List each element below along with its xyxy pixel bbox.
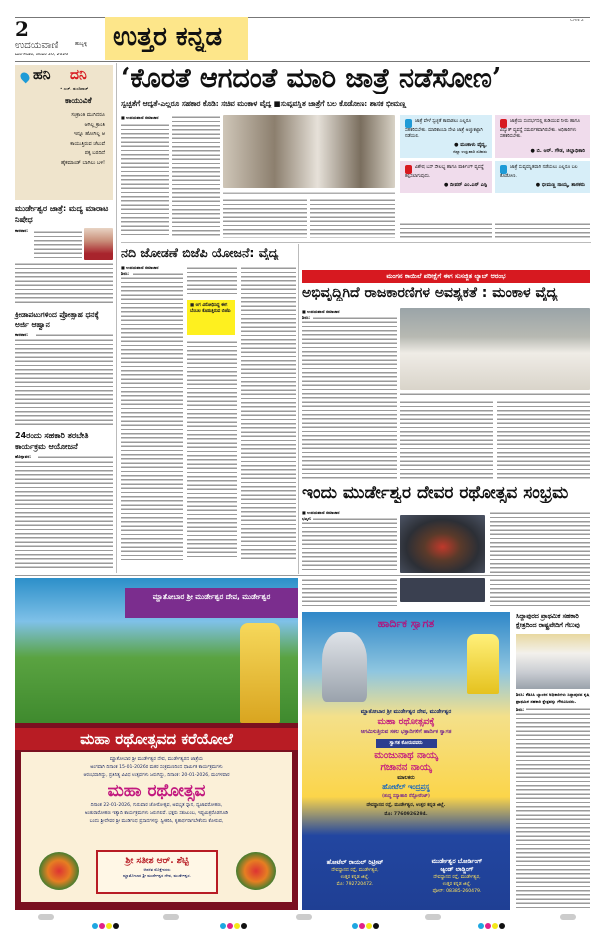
chariot-image <box>240 623 280 723</box>
quote-box <box>400 115 492 158</box>
ad-line: ಆರಂಭವಾಗಿದ್ದು, ಪ್ರತಿನಿತ್ಯ ವಿವಿಧ ಉತ್ಸವಗಳು ಜರುಗಿದ್ದು, ದಿನಾಂಕ: 20-01-2026, ಮಂಗಳವಾರ <box>83 773 230 778</box>
ad-line: ಬಂದು ಶ್ರೀದೇವರ ಶ್ರೀ ಮುಡಿಗಂಧ ಪ್ರಸಾದಗಳನ್ನು ಸ್ವೀಕರಿಸಿ, ಕೃತಾರ್ಥರಾಗಬೇಕೆಂದು ಕೋರುವ, <box>89 819 224 824</box>
hotel-name: ಹೋಟೆಲ್ ಇಂದ್ರಪ್ರಸ್ಥ <box>382 783 430 791</box>
hotel-royal-retreat <box>304 858 406 888</box>
quote-author: ● ಭೀಮಣ್ಣ ನಾಯ್ಕ, ಶಾಸಕರು <box>535 182 585 189</box>
story-headline: ಮುರ್ಡೇಶ್ವರ ಜಾತ್ರೆ: ಮದ್ಯ ಮಾರಾಟ ನಿಷೇಧ <box>15 204 109 224</box>
ad-tag: ಸ್ವಾಗತ ಕೋರುವವರು <box>376 739 437 748</box>
deity-photo-continued <box>400 578 485 602</box>
ad-line: ಮಹಾ ರಥೋತ್ಸವಕ್ಕೆ <box>377 717 435 727</box>
story-text <box>15 460 113 570</box>
phone: ಮೊ: 792720472. <box>336 882 374 887</box>
address: ಉತ್ತರ ಕನ್ನಡ ಜಿಲ್ಲೆ. <box>340 875 370 880</box>
lead-text <box>223 198 307 238</box>
dateline: ಭಟ್ಕಳ: <box>302 517 312 521</box>
quote-text: ಜಾತ್ರೆ ಸುವ್ಯವಸ್ಥಿತವಾಗಿ ನಡೆಯಲು ಎಲ್ಲರೂ ಬಲ ಕೊಡೋಣ. <box>500 165 578 180</box>
byline: ■ ಉದಯವಾಣಿ ಸಮಾಚಾರ <box>302 511 340 515</box>
story-text <box>400 400 493 480</box>
story-text <box>15 262 113 305</box>
story-text <box>121 276 183 560</box>
story-text <box>490 511 590 573</box>
header-rule <box>15 61 590 62</box>
poem-line: ಹೈಕಮಾಂಡ್ ಬಾಗಿಲು ಬಳಿ! <box>60 159 105 166</box>
page-number: 2 <box>15 18 29 40</box>
story-headline: ಸಿದ್ದಾಪುರದ ಪ್ರಾಥಮಿಕ ಸಹಕಾರಿ ಕ್ಷೇತ್ರದಿಂದ ರಾಷ್ಟ್ರವೇದಿಗೆ ಗೆಲುವು <box>516 613 580 629</box>
lead-headline: ‘ಕೊರತೆ ಆಗದಂತೆ ಮಾರಿ ಜಾತ್ರೆ ನಡೆಸೋಣ’ <box>121 64 502 94</box>
lead-text <box>172 115 220 238</box>
column-divider <box>116 63 117 573</box>
lead-text <box>310 198 395 238</box>
story-text <box>302 320 397 480</box>
address: ದೇವಸ್ಥಾನದ ರಸ್ತೆ, ಮುರ್ಡೇಶ್ವರ, ಉತ್ತರ ಕನ್ನಡ ಜಿಲ್ಲೆ. <box>366 803 446 808</box>
story-headline: ಕ್ರೀಡಾಪಟುಗಳಿಂದ ಪ್ರೋತ್ಸಾಹ ಧನಕ್ಕೆ ಅರ್ಜಿ ಆಹ್ವಾನ <box>15 310 99 329</box>
ad-line: ಮ್ಹಾತೋಬಾರ ಶ್ರೀ ಮುರ್ಡೇಶ್ವರ ದೇವ, ಮುರ್ಡೇಶ್ವರ <box>360 709 452 715</box>
story-text <box>187 340 237 560</box>
quote-box <box>495 161 590 193</box>
byline: ■ ಉದಯವಾಣಿ ಸಮಾಚಾರ <box>121 116 159 120</box>
right-story <box>516 612 590 910</box>
thumbs-up-icon <box>405 119 412 128</box>
shiva-statue-image <box>322 632 367 702</box>
photo-caption <box>400 392 590 397</box>
quote-box <box>495 115 590 158</box>
column-divider <box>298 244 299 574</box>
signatory-role: ಆಡಳಿತ ಮೊಕ್ತೇಸರರು <box>143 867 171 872</box>
dateline: ಹೊನ್ನಾವರ: <box>15 455 31 459</box>
chariot-image <box>467 634 499 694</box>
hotel-name: ಹೋಟೆಲ್ ರಾಯಲ್ ರಿಟ್ರೀಟ್ <box>326 859 384 866</box>
ad-main-event: ಮಹಾ ರಥೋತ್ಸವ <box>107 781 206 801</box>
quote-text: ವಿಶೇಷ ಬಸ್ ಸೌಲಭ್ಯ ಹಾಗೂ ಪಾರ್ಕಿಂಗ್ ವ್ಯವಸ್ಥೆ ಕಲ್ಪಿಸಲಾಗುವುದು. <box>405 165 484 180</box>
ad-line: ಮ್ಹಾತೋಬಾರ ಶ್ರೀ ಮುರ್ಡೇಶ್ವರ ದೇವ, ಮುರ್ಡೇಶ್ವರದ ಜಾತ್ರೆಯ <box>109 757 204 762</box>
ad-body <box>302 708 510 819</box>
hotel-name: ಮುರ್ಡೇಶ್ವರ ಬೋರ್ಡಿಂಗ್ <box>431 858 483 865</box>
thumbs-up-icon <box>405 165 412 174</box>
ad-line: ಅಂಕುರಾರೋಹಣ ಇತ್ಯಾದಿ ಕಾರ್ಯಕ್ರಮಗಳು ಜರುಗಲಿವೆ. ಭಕ್ತರು ಸಕುಟುಂಬ, ಇಷ್ಟಮಿತ್ರರೊಡಗೂಡಿ <box>84 811 229 816</box>
dateline: ಶಿರಸಿ: <box>121 272 130 276</box>
lab-inauguration-photo <box>400 308 590 390</box>
ad-title: ಹಾರ್ದಿಕ ಸ್ವಾಗತ <box>377 618 435 630</box>
ad-banner: ಮಹಾ ರಥೋತ್ಸವದ ಕರೆಯೋಲೆ <box>15 728 298 750</box>
deity-photo <box>400 515 485 573</box>
hotel-ad <box>302 612 510 910</box>
registration-mark <box>296 914 312 920</box>
address: ದೇವಸ್ಥಾನದ ರಸ್ತೆ, ಮುರ್ಡೇಶ್ವರ, <box>331 868 379 873</box>
phone: ಫೋನ್: 08385-260479. <box>432 889 482 894</box>
quote-text: ಜಾತ್ರೆಯ ಸಂದರ್ಭದಲ್ಲಿ ಕುಡಿಯುವ ನೀರು ಹಾಗೂ ವಿದ್ಯುತ್ ವ್ಯವಸ್ಥೆ ಸಮರ್ಪಕವಾಗಿರಬೇಕು. ಅಧಿಕಾರಿಗಳು ಸಹಕರಿಸಬೇಕು. <box>500 119 580 140</box>
poem-title: ಕಾಯುವಿಕೆ <box>65 97 92 105</box>
flower-bouquet-image <box>236 852 276 890</box>
date: ಮಂಗಳವಾರ, ಜನವರಿ 20, 2026 <box>15 53 69 57</box>
color-registration-dots <box>352 914 380 933</box>
quote-author: ● ಮಂಕಾಳು ವೈದ್ಯ, <box>454 142 487 149</box>
ad-line: (ಶುದ್ಧ ಸಸ್ಯಾಹಾರಿ ರೆಸ್ಟೋರೆಂಟ್) <box>381 794 431 799</box>
murdeshwar-boarding <box>406 858 508 895</box>
byline: ■ ಉದಯವಾಣಿ ಸಮಾಚಾರ <box>302 310 340 314</box>
author: • ಎಚ್. ಡುಂಡಿರಾಜ್ <box>60 87 89 91</box>
registration-mark <box>38 914 54 920</box>
top-rule <box>15 17 590 18</box>
color-registration-dots <box>220 914 248 933</box>
hani-dani-box <box>15 65 113 200</box>
color-registration-dots <box>478 914 506 933</box>
story-headline: ಅಭಿವೃದ್ಧಿಗಿದೆ ರಾಜಕಾರಣಿಗಳ ಅವಶ್ಯಕತೆ : ಮಂಕಾಳ ವೈದ್ಯ <box>302 286 558 301</box>
phone: ಮೊ: 7760926294. <box>384 812 428 817</box>
thumbs-up-icon <box>500 119 507 128</box>
poem-line: ಪಕ್ಕ ಬರದಿದೆ <box>84 150 105 156</box>
lead-text <box>495 222 590 239</box>
award-photo <box>516 634 590 689</box>
meeting-photo <box>223 115 395 188</box>
flower-bouquet-image <box>39 852 79 890</box>
signatory-name: ಶ್ರೀ ಸತೀಶ ಆರ್. ಶೆಟ್ಟಿ <box>125 856 189 866</box>
color-registration-dots <box>92 914 120 933</box>
photo-caption <box>223 191 395 196</box>
hotel-name: ಆ್ಯಂಡ್ ಲಾಡ್ಜಿಂಗ್ <box>440 866 474 873</box>
lead-subhead: ಸ್ವಚ್ಛತೆಗೆ ಆದ್ಯತೆ-ಎಲ್ಲರೂ ಸಹಕಾರ ಕೊಡಿ: ಸಚಿವ ಮಂಕಾಳ ವೈದ್ಯ ■ಸುವ್ಯವಸ್ಥಿತ ಜಾತ್ರೆಗೆ ಬಲ ಕೊಡೋಣ: ಶಾಸಕ ಭೀಮಣ್ಣ <box>121 100 407 108</box>
story-headline: ಇಂದು ಮುರ್ಡೇಶ್ವರ ದೇವರ ರಥೋತ್ಸವ ಸಂಭ್ರಮ <box>302 484 569 503</box>
dateline: ಶಿರಸಿ: <box>516 707 525 712</box>
brand-a: ಹನಿ <box>33 68 51 83</box>
quote-box <box>400 161 492 193</box>
ad-line: ಆಗಮಿಸುತ್ತಿರುವ ಸಕಲ ಭಕ್ತಾದಿಗಳಿಗೆ ಹಾರ್ದಿಕ ಸ್ವಾಗತ <box>360 729 452 735</box>
poem-line: ಇನ್ನೂ ಹೋಗಿಲ್ಲ ಆ <box>73 131 105 137</box>
drop-icon <box>19 71 32 84</box>
divider <box>121 242 591 243</box>
thumbs-up-icon <box>500 165 507 174</box>
story-text <box>497 400 590 480</box>
author-photo <box>84 228 113 260</box>
poem-line: ಕಾಯುತ್ತಿರುವ ಚೆಲುವೆ <box>70 140 105 147</box>
story-text <box>15 338 113 426</box>
masthead-logo: ಉದಯವಾಣಿ <box>15 40 59 51</box>
dateline: ಕಾರವಾರ: <box>15 333 29 337</box>
ad-line: ದಿನಾಂಕ 22-01-2026, ಗುರುವಾರ ಚೋರೋತ್ಸವ, ಅವಭೃತ ಸ್ನಾನ, ಧ್ವಜಾವರೋಹಣ, <box>90 803 223 808</box>
page-code: CAN 2 <box>570 19 584 23</box>
quote-boxes <box>400 115 590 193</box>
poem-line: ಸಂಕ್ರಾಂತಿ ಮುಗಿದರೂ <box>71 112 105 118</box>
quote-text: ಜಾತ್ರೆ ವೇಳೆ ಸ್ವಚ್ಛತೆ ಕಾಪಾಡಲು ಎಲ್ಲರೂ ಸಹಕರಿಸಬೇಕು. ಮಾರಿಕಾಂಬಾ ದೇವಿ ಜಾತ್ರೆ ಅಚ್ಚುಕಟ್ಟಾಗಿ ನಡೆಯಲಿ. <box>405 119 483 140</box>
poem <box>61 111 105 168</box>
story-text <box>516 712 590 910</box>
brand-b: ದನಿ <box>70 68 87 83</box>
lead-text <box>121 123 169 238</box>
photo-caption: ಶಿರಸಿ: ಕೆಡಿಸಿಸಿ ಬ್ಯಾಂಕಿನ ಅಧಿಕಾರಿಗಳು ಸಿದ್ದಾಪುರದ ಕೃಷಿ ಪ್ರಾಥಮಿಕ ಸಹಕಾರಿ ಕ್ಷೇತ್ರವನ್ನು ಗೌರವಿಸಿದರು. <box>516 692 590 704</box>
lead-text <box>400 222 492 239</box>
story-headline: ನದಿ ಜೋಡಣೆ ಬಿಜೆಪಿ ಯೋಜನೆ: ವೈದ್ಯ <box>121 246 279 260</box>
section-box <box>105 17 248 60</box>
byline: ■ ಉದಯವಾಣಿ ಸಮಾಚಾರ <box>121 266 159 270</box>
quote-author: ● ದೀಪನ್ ಎಂ.ಎನ್ ಎಸ್ಪಿ <box>443 182 487 189</box>
quote-author: ● ಬಿ. ಆರ್. ಗೌಡ, ಜಿಲ್ಲಾಧಿಕಾರಿ <box>530 147 585 154</box>
story-text <box>302 521 397 573</box>
address: ಉತ್ತರ ಕನ್ನಡ ಜಿಲ್ಲೆ. <box>442 882 472 887</box>
story-text <box>490 578 590 606</box>
ad-line: ಅಂಗವಾಗಿ ದಿನಾಂಕ 15-01-2026ರ ಮಕರ ಸಂಕ್ರಮಣದಿಂದ ಧಾರ್ಮಿಕ ಕಾರ್ಯಕ್ರಮಗಳು <box>90 765 223 770</box>
story-text <box>241 266 296 560</box>
story-text <box>187 266 237 296</box>
poem-line: ಆಗಿಲ್ಲ ಕ್ರಾಂತಿ <box>84 121 105 128</box>
quote-role: ಜಿಲ್ಲಾ ಉಸ್ತುವಾರಿ ಸಚಿವರು <box>452 148 487 154</box>
section-title: ಉತ್ತರ ಕನ್ನಡ <box>113 23 223 52</box>
ad-line: ಮಾಲಕರು <box>397 775 415 781</box>
host-name: ಗಜಾನನ ನಾಯ್ಕ <box>380 762 432 773</box>
dateline: ಶಿರಸಿ: <box>302 316 311 320</box>
callout-box: ■ ಆಗ ವಿರೋಧಿಸಿದ್ದ ಈಗ ಬೆಂಬಲ ಕೊಡುತ್ತಿರುವ ಬಿಜೆಪಿ <box>187 300 235 335</box>
registration-mark <box>425 914 441 920</box>
host-name: ಮಂಜುನಾಥ ನಾಯ್ಕ <box>374 750 438 761</box>
story-text <box>302 578 397 606</box>
dateline: ಕಾರವಾರ: <box>15 229 29 233</box>
signatory-org: ಮ್ಹಾತೋಬಾರ ಶ್ರೀ ಮುರ್ಡೇಶ್ವರ ದೇವ, ಮುರ್ಡೇಶ್ವರ. <box>123 873 191 878</box>
ad-title: ಮ್ಹಾತೋಬಾರ ಶ್ರೀ ಮುರ್ಡೇಶ್ವರ ದೇವ, ಮುರ್ಡೇಶ್ವರ <box>125 588 298 618</box>
registration-mark <box>163 914 179 920</box>
kicker-banner: ಮಂಗನ ಕಾಯಿಲೆ ಪರೀಕ್ಷೆಗೆ ಈಗ ಸುಸಜ್ಜಿತ ಲ್ಯಾಬ್ ಆರಂಭ <box>302 270 590 283</box>
ad-body <box>21 752 292 902</box>
divider <box>15 575 590 576</box>
temple-ad <box>15 578 298 910</box>
story-text <box>34 230 82 260</box>
story-headline: 24ರಂದು ಸಹಕಾರಿ ತರಬೇತಿ ಕಾರ್ಯಕ್ರಮ ಆಯೋಜನೆ <box>15 431 89 451</box>
edition: ಹುಬ್ಬಳ್ಳಿ <box>75 42 88 47</box>
registration-mark <box>560 914 576 920</box>
address: ದೇವಸ್ಥಾನದ ರಸ್ತೆ, ಮುರ್ಡೇಶ್ವರ, <box>433 875 481 880</box>
